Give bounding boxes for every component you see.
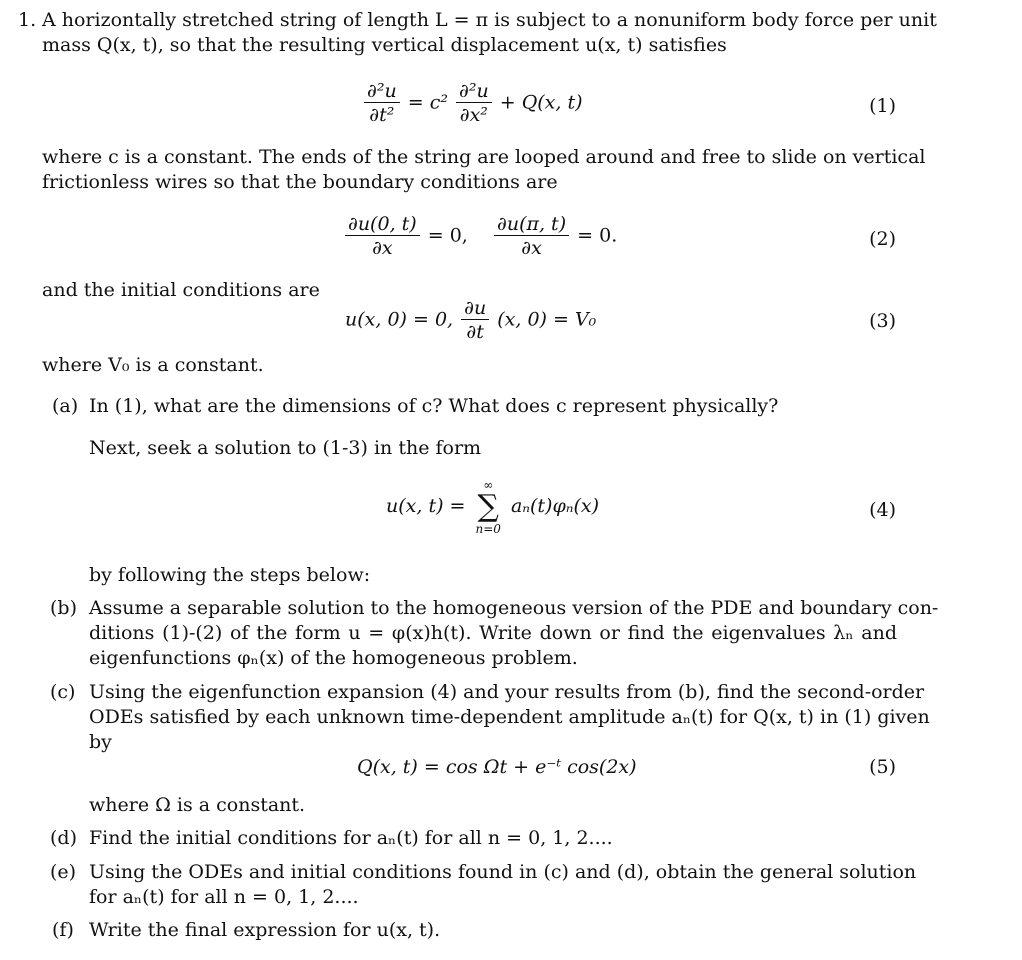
eq2-a-tail: = 0, bbox=[427, 224, 468, 247]
equation-4-tag: (4) bbox=[869, 499, 896, 521]
sum-upper-limit: ∞ bbox=[483, 478, 494, 492]
part-e-line-1: Using the ODEs and initial conditions found in (c) and (d), obtain the general solution bbox=[89, 861, 917, 883]
v0-line: where V₀ is a constant. bbox=[42, 354, 264, 376]
eq1-rhs-den: ∂x² bbox=[456, 102, 492, 127]
equation-5-tag: (5) bbox=[869, 756, 896, 778]
eq1-lhs-fraction bbox=[364, 80, 400, 127]
part-c-line-1: Using the eigenfunction expansion (4) and your results from (b), find the second-order bbox=[89, 681, 925, 703]
problem-number: 1. bbox=[18, 9, 37, 31]
eq2-b-tail: = 0. bbox=[577, 224, 618, 247]
equation-4 bbox=[386, 478, 599, 536]
eq2-left-fraction bbox=[345, 213, 420, 260]
part-a-label: (a) bbox=[52, 395, 79, 417]
eq1-rhs-num: ∂²u bbox=[459, 80, 489, 102]
part-b-label: (b) bbox=[50, 597, 77, 619]
eq1-tail: + Q(x, t) bbox=[499, 91, 583, 114]
equation-3-tag: (3) bbox=[869, 310, 896, 332]
equation-3 bbox=[345, 297, 596, 344]
eq2-a-den: ∂x bbox=[345, 235, 420, 260]
part-e-line-2: for aₙ(t) for all n = 0, 1, 2.... bbox=[89, 886, 359, 908]
equation-2 bbox=[343, 213, 617, 260]
sum-lower-limit: n=0 bbox=[475, 522, 501, 536]
part-c-line-2: ODEs satisfied by each unknown time-dependent amplitude aₙ(t) for Q(x, t) in (1) given bbox=[89, 706, 930, 728]
part-b-line-1: Assume a separable solution to the homogeneous version of the PDE and boundary con- bbox=[89, 597, 939, 619]
intro-line-2: mass Q(x, t), so that the resulting vertical displacement u(x, t) satisfies bbox=[42, 34, 727, 56]
eq2-b-den: ∂x bbox=[494, 235, 569, 260]
equation-1 bbox=[362, 80, 583, 127]
eq4-right: aₙ(t)φₙ(x) bbox=[510, 495, 600, 517]
eq3-den: ∂t bbox=[461, 319, 489, 344]
eq1-equals: = c² bbox=[407, 91, 448, 114]
eq3-num: ∂u bbox=[464, 297, 487, 319]
steps-line: by following the steps below: bbox=[89, 564, 371, 586]
bc-line-2: frictionless wires so that the boundary conditions are bbox=[42, 171, 558, 193]
eq2-b-num: ∂u(π, t) bbox=[497, 213, 567, 235]
eq3-fraction bbox=[461, 297, 489, 344]
sigma-symbol: ∑ bbox=[477, 489, 499, 524]
part-d-label: (d) bbox=[50, 827, 77, 849]
part-c-line-3: by bbox=[89, 731, 112, 753]
part-c-label: (c) bbox=[50, 681, 76, 703]
part-f-label: (f) bbox=[52, 919, 74, 941]
next-line: Next, seek a solution to (1-3) in the form bbox=[89, 437, 482, 459]
part-b-line-2: ditions (1)-(2) of the form u = φ(x)h(t). Write down or find the eigenvalues λₙ and bbox=[89, 622, 897, 644]
eq1-lhs-num: ∂²u bbox=[367, 80, 397, 102]
eq2-right-fraction bbox=[494, 213, 569, 260]
eq4-left: u(x, t) = bbox=[386, 495, 466, 517]
eq3-left: u(x, 0) = 0, bbox=[345, 308, 454, 331]
sum-operator bbox=[476, 478, 501, 536]
part-b-line-3: eigenfunctions φₙ(x) of the homogeneous problem. bbox=[89, 647, 578, 669]
eq2-a-num: ∂u(0, t) bbox=[348, 213, 417, 235]
equation-5: Q(x, t) = cos Ωt + e⁻ᵗ cos(2x) bbox=[357, 756, 637, 778]
equation-1-tag: (1) bbox=[869, 95, 896, 117]
part-f-text: Write the final expression for u(x, t). bbox=[89, 919, 441, 941]
omega-line: where Ω is a constant. bbox=[89, 794, 306, 816]
part-d-text: Find the initial conditions for aₙ(t) for all n = 0, 1, 2.... bbox=[89, 827, 613, 849]
ic-line: and the initial conditions are bbox=[42, 279, 320, 301]
equation-2-tag: (2) bbox=[869, 228, 896, 250]
part-a-text: In (1), what are the dimensions of c? What does c represent physically? bbox=[89, 395, 779, 417]
part-e-label: (e) bbox=[50, 861, 77, 883]
intro-line-1: A horizontally stretched string of length L = π is subject to a nonuniform body force per unit bbox=[42, 9, 937, 31]
eq1-rhs-fraction bbox=[456, 80, 492, 127]
eq1-lhs-den: ∂t² bbox=[364, 102, 400, 127]
eq3-tail: (x, 0) = V₀ bbox=[497, 308, 597, 331]
bc-line-1: where c is a constant. The ends of the string are looped around and free to slide on vertical bbox=[42, 146, 926, 168]
